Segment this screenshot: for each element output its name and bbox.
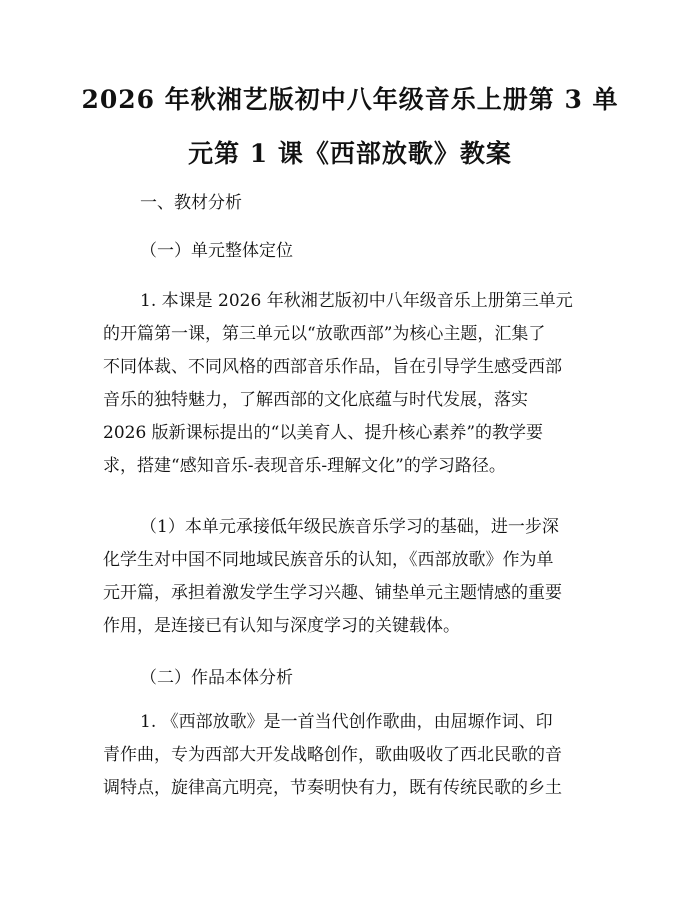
paragraph-line: 元开篇，承担着激发学生学习兴趣、铺垫单元主题情感的重要: [103, 583, 562, 603]
paragraph-work-description: [103, 706, 603, 805]
paragraph-line: 调特点，旋律高亢明亮，节奏明快有力，既有传统民歌的乡土: [103, 778, 562, 798]
document-title-line-1: 2026 年秋湘艺版初中八年级音乐上册第 3 单: [81, 85, 619, 114]
paragraph-line: 1. 本课是 2026 年秋湘艺版初中八年级音乐上册第三单元: [140, 291, 573, 311]
paragraph-unit-role: [103, 511, 603, 643]
subsection-heading-unit-positioning: （一）单元整体定位: [140, 241, 293, 261]
paragraph-line: 求，搭建“感知音乐-表现音乐-理解文化”的学习路径。: [103, 456, 506, 476]
paragraph-line: （1）本单元承接低年级民族音乐学习的基础，进一步深: [140, 517, 559, 537]
paragraph-line: 的开篇第一课，第三单元以“放歌西部”为核心主题，汇集了: [103, 324, 546, 344]
paragraph-line: 1. 《西部放歌》是一首当代创作歌曲，由屈塬作词、印: [140, 712, 553, 732]
paragraph-line: 作用，是连接已有认知与深度学习的关键载体。: [103, 616, 460, 636]
paragraph-line: 2026 版新课标提出的“以美育人、提升核心素养”的教学要: [103, 423, 544, 443]
paragraph-line: 化学生对中国不同地域民族音乐的认知，《西部放歌》作为单: [103, 550, 554, 570]
section-heading-textbook-analysis: 一、教材分析: [140, 193, 242, 213]
paragraph-unit-overview: [103, 285, 603, 483]
document-title-line-2: 元第 1 课《西部放歌》教案: [188, 139, 512, 168]
paragraph-line: 不同体裁、不同风格的西部音乐作品，旨在引导学生感受西部: [103, 357, 562, 377]
paragraph-line: 青作曲，专为西部大开发战略创作，歌曲吸收了西北民歌的音: [103, 745, 562, 765]
paragraph-line: 音乐的独特魅力，了解西部的文化底蕴与时代发展，落实: [103, 390, 528, 410]
subsection-heading-work-analysis: （二）作品本体分析: [140, 668, 293, 688]
